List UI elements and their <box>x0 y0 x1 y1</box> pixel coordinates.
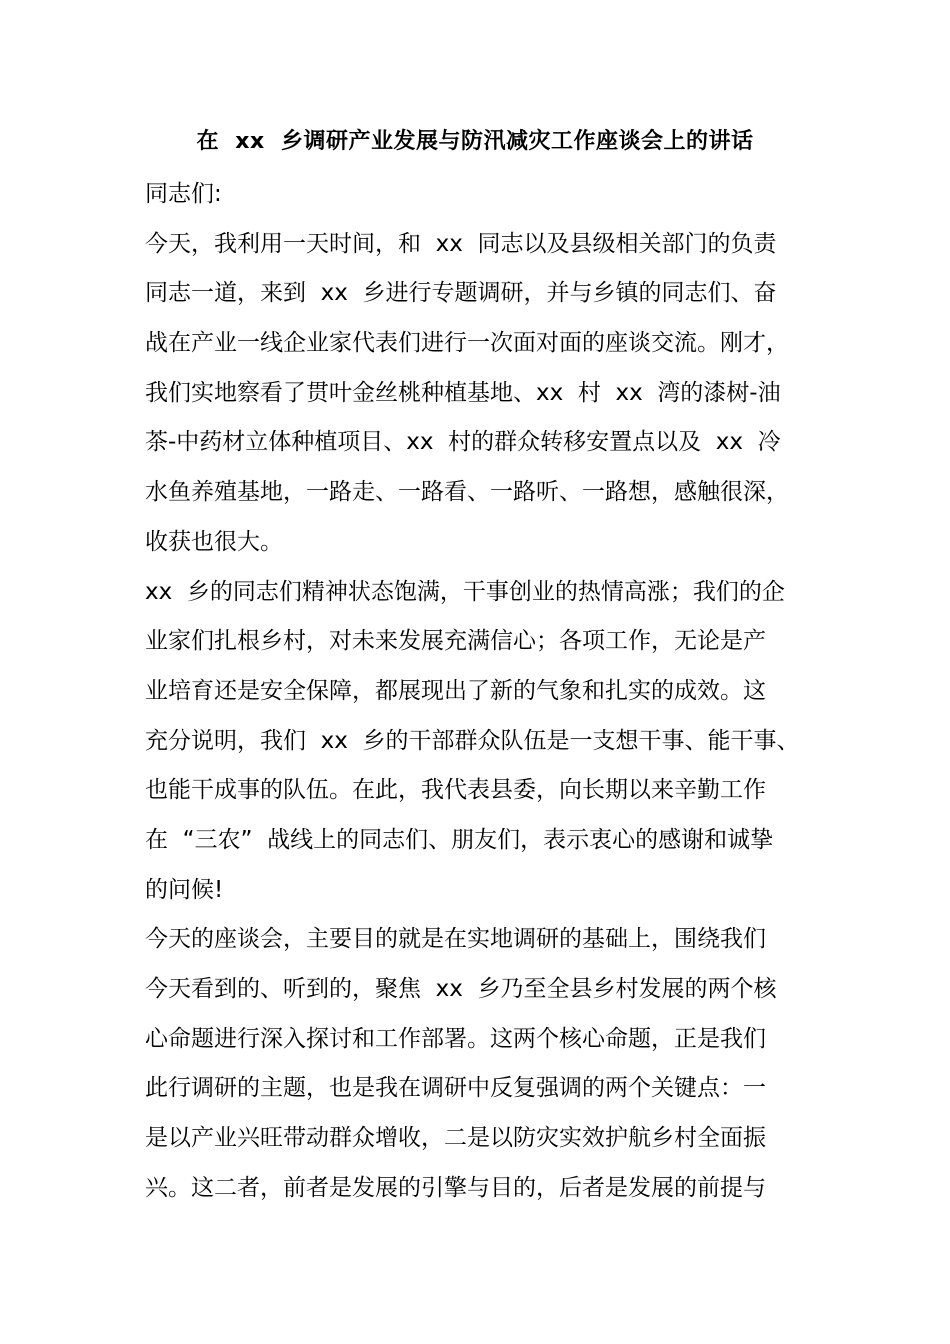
document-body <box>145 170 835 1213</box>
text-line: 的问候! <box>145 876 224 903</box>
text-line: 今天，我利用一天时间，和 xx 同志以及县级相关部门的负责 <box>145 230 777 257</box>
text-line: 水鱼养殖基地，一路走、一路看、一路听、一路想，感触很深， <box>145 479 789 506</box>
text-line: 此行调研的主题，也是我在调研中反复强调的两个关键点：一 <box>145 1075 766 1102</box>
text-line: xx 乡的同志们精神状态饱满，干事创业的热情高涨；我们的企 <box>145 578 785 605</box>
text-line: 兴。这二者，前者是发展的引擎与目的，后者是发展的前提与 <box>145 1174 766 1201</box>
text-line: 心命题进行深入探讨和工作部署。这两个核心命题，正是我们 <box>145 1025 766 1052</box>
text-line: 今天的座谈会，主要目的就是在实地调研的基础上，围绕我们 <box>145 926 766 953</box>
text-line: 业培育还是安全保障，都展现出了新的气象和扎实的成效。这 <box>145 677 766 704</box>
text-line: 充分说明，我们 xx 乡的干部群众队伍是一支想干事、能干事、 <box>145 727 800 754</box>
text-line: 今天看到的、听到的，聚焦 xx 乡乃至全县乡村发展的两个核 <box>145 976 777 1002</box>
document-title: 在 xx 乡调研产业发展与防汛减灾工作座谈会上的讲话 <box>196 129 754 154</box>
text-line: 同志一道，来到 xx 乡进行专题调研，并与乡镇的同志们、奋 <box>145 280 777 307</box>
text-line: 在 “三农” 战线上的同志们、朋友们，表示衷心的感谢和诚挚 <box>145 826 774 853</box>
text-line: 战在产业一线企业家代表们进行一次面对面的座谈交流。刚才， <box>145 330 789 357</box>
text-line: 是以产业兴旺带动群众增收，二是以防灾实效护航乡村全面振 <box>145 1125 766 1152</box>
text-line: 业家们扎根乡村，对未来发展充满信心；各项工作，无论是产 <box>145 628 766 655</box>
text-line: 也能干成事的队伍。在此，我代表县委，向长期以来辛勤工作 <box>145 777 766 804</box>
text-line: 收获也很大。 <box>145 528 283 555</box>
text-line: 同志们: <box>145 181 222 207</box>
text-line: 我们实地察看了贯叶金丝桃种植基地、xx 村 xx 湾的漆树-油 <box>145 379 781 406</box>
text-line: 茶-中药材立体种植项目、xx 村的群众转移安置点以及 xx 冷 <box>145 429 781 456</box>
